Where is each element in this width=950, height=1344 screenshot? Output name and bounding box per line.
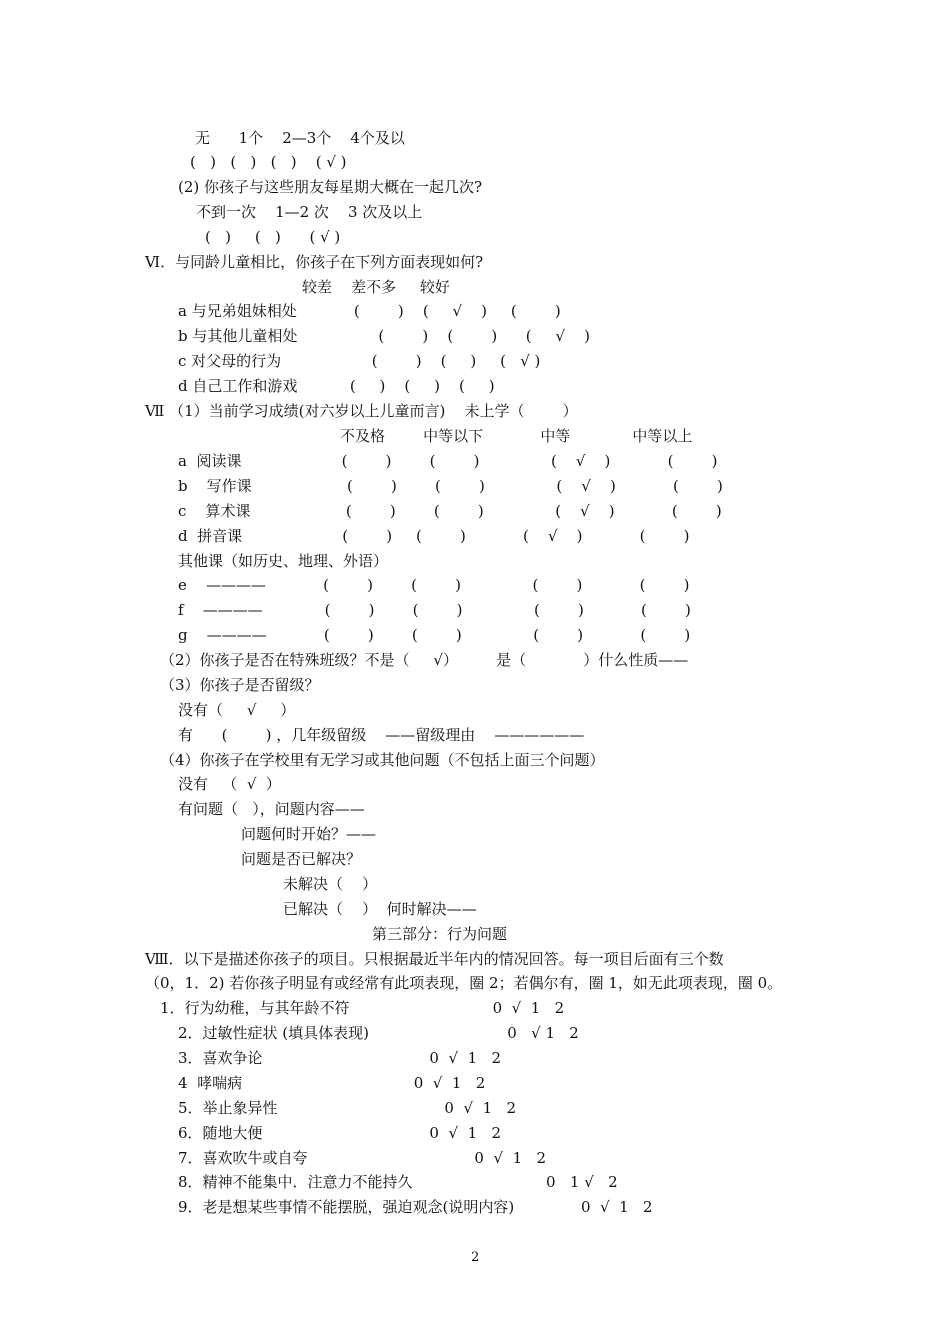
- answer-no-problem: 没有 （ √ ）: [178, 775, 281, 793]
- part-three-title: 第三部分：行为问题: [372, 925, 508, 943]
- option-checkboxes-frequency: ( ) ( ) ( √ ): [205, 228, 341, 246]
- problem-unresolved: 未解决（ ）: [283, 875, 378, 893]
- option-header-friend-count: 无 1个 2—3个 4个及以: [195, 129, 405, 147]
- subject-row-g: g ———— ( ) ( ) ( ) ( ): [178, 626, 691, 644]
- subject-row-e: e ———— ( ) ( ) ( ) ( ): [178, 576, 690, 594]
- behavior-item-8: 8．精神不能集中．注意力不能持久 0 1 √ 2: [178, 1173, 618, 1191]
- subject-row-arithmetic: c 算术课 ( ) ( ) ( √ ) ( ): [178, 502, 722, 520]
- answer-yes-repeat: 有 ( ) ，几年级留级 ——留级理由 ——————: [178, 726, 585, 744]
- behavior-item-3: 3．喜欢争论 0 √ 1 2: [178, 1049, 501, 1067]
- section-viii-instructions: （0，1．2) 若你孩子明显有或经常有此项表现，圈 2；若偶尔有，圈 1，如无此项表现，圈 0。: [145, 974, 783, 992]
- section-vi-row-d: d 自己工作和游戏 ( ) ( ) ( ): [178, 377, 495, 395]
- behavior-item-6: 6．随地大便 0 √ 1 2: [178, 1124, 501, 1142]
- question-friend-frequency: (2) 你孩子与这些朋友每星期大概在一起几次?: [178, 178, 483, 196]
- page-number: 2: [471, 1250, 480, 1265]
- behavior-item-9: 9．老是想某些事情不能摆脱，强迫观念(说明内容) 0 √ 1 2: [178, 1198, 653, 1216]
- behavior-item-5: 5．举止象异性 0 √ 1 2: [178, 1099, 516, 1117]
- subject-row-pinyin: d 拼音课 ( ) ( ) ( √ ) ( ): [178, 527, 690, 545]
- section-vi-row-c: c 对父母的行为 ( ) ( ) ( √ ): [178, 352, 541, 370]
- section-vi-heading: Ⅵ．与同龄儿童相比，你孩子在下列方面表现如何?: [145, 253, 484, 271]
- option-header-frequency: 不到一次 1—2 次 3 次及以上: [196, 203, 423, 221]
- subject-row-f: f ———— ( ) ( ) ( ) ( ): [178, 601, 691, 619]
- answer-no-repeat: 没有（ √ ）: [178, 701, 296, 719]
- question-school-problems: （4）你孩子在学校里有无学习或其他问题（不包括上面三个问题）: [160, 751, 605, 769]
- question-special-class: （2）你孩子是否在特殊班级？不是（ √） 是（ ）什么性质——: [160, 651, 689, 669]
- problem-resolved-question: 问题是否已解决？: [241, 850, 362, 868]
- other-subjects-label: 其他课（如历史、地理、外语）: [178, 552, 389, 570]
- question-repeat-grade: （3）你孩子是否留级？: [160, 676, 320, 694]
- behavior-item-7: 7．喜欢吹牛或自夸 0 √ 1 2: [178, 1149, 546, 1167]
- section-vii-heading: Ⅶ （1）当前学习成绩(对六岁以上儿童而言) 未上学（ ）: [145, 402, 578, 420]
- section-vii-grade-header: 不及格 中等以下 中等 中等以上: [340, 427, 693, 445]
- behavior-item-1: 1．行为幼稚，与其年龄不符 0 √ 1 2: [160, 999, 565, 1017]
- section-vi-row-b: b 与其他儿童相处 ( ) ( ) ( √ ): [178, 327, 590, 345]
- problem-resolved: 已解决（ ） 何时解决——: [283, 900, 477, 918]
- answer-has-problem: 有问题（ ），问题内容——: [178, 800, 365, 818]
- section-vi-row-a: a 与兄弟姐妹相处 ( ) ( √ ) ( ): [178, 302, 561, 320]
- section-viii-intro: Ⅷ．以下是描述你孩子的项目。只根据最近半年内的情况回答。每一项目后面有三个数: [145, 950, 724, 968]
- option-checkboxes-friend-count: ( ) ( ) ( ) ( √ ): [190, 153, 347, 171]
- problem-start-time: 问题何时开始？——: [241, 825, 377, 843]
- behavior-item-4: 4 哮喘病 0 √ 1 2: [178, 1074, 486, 1092]
- section-vi-scale-header: 较差 差不多 较好: [302, 278, 450, 296]
- subject-row-writing: b 写作课 ( ) ( ) ( √ ) ( ): [178, 477, 723, 495]
- behavior-item-2: 2．过敏性症状 (填具体表现) 0 √ 1 2: [178, 1024, 579, 1042]
- subject-row-reading: a 阅读课 ( ) ( ) ( √ ) ( ): [178, 452, 718, 470]
